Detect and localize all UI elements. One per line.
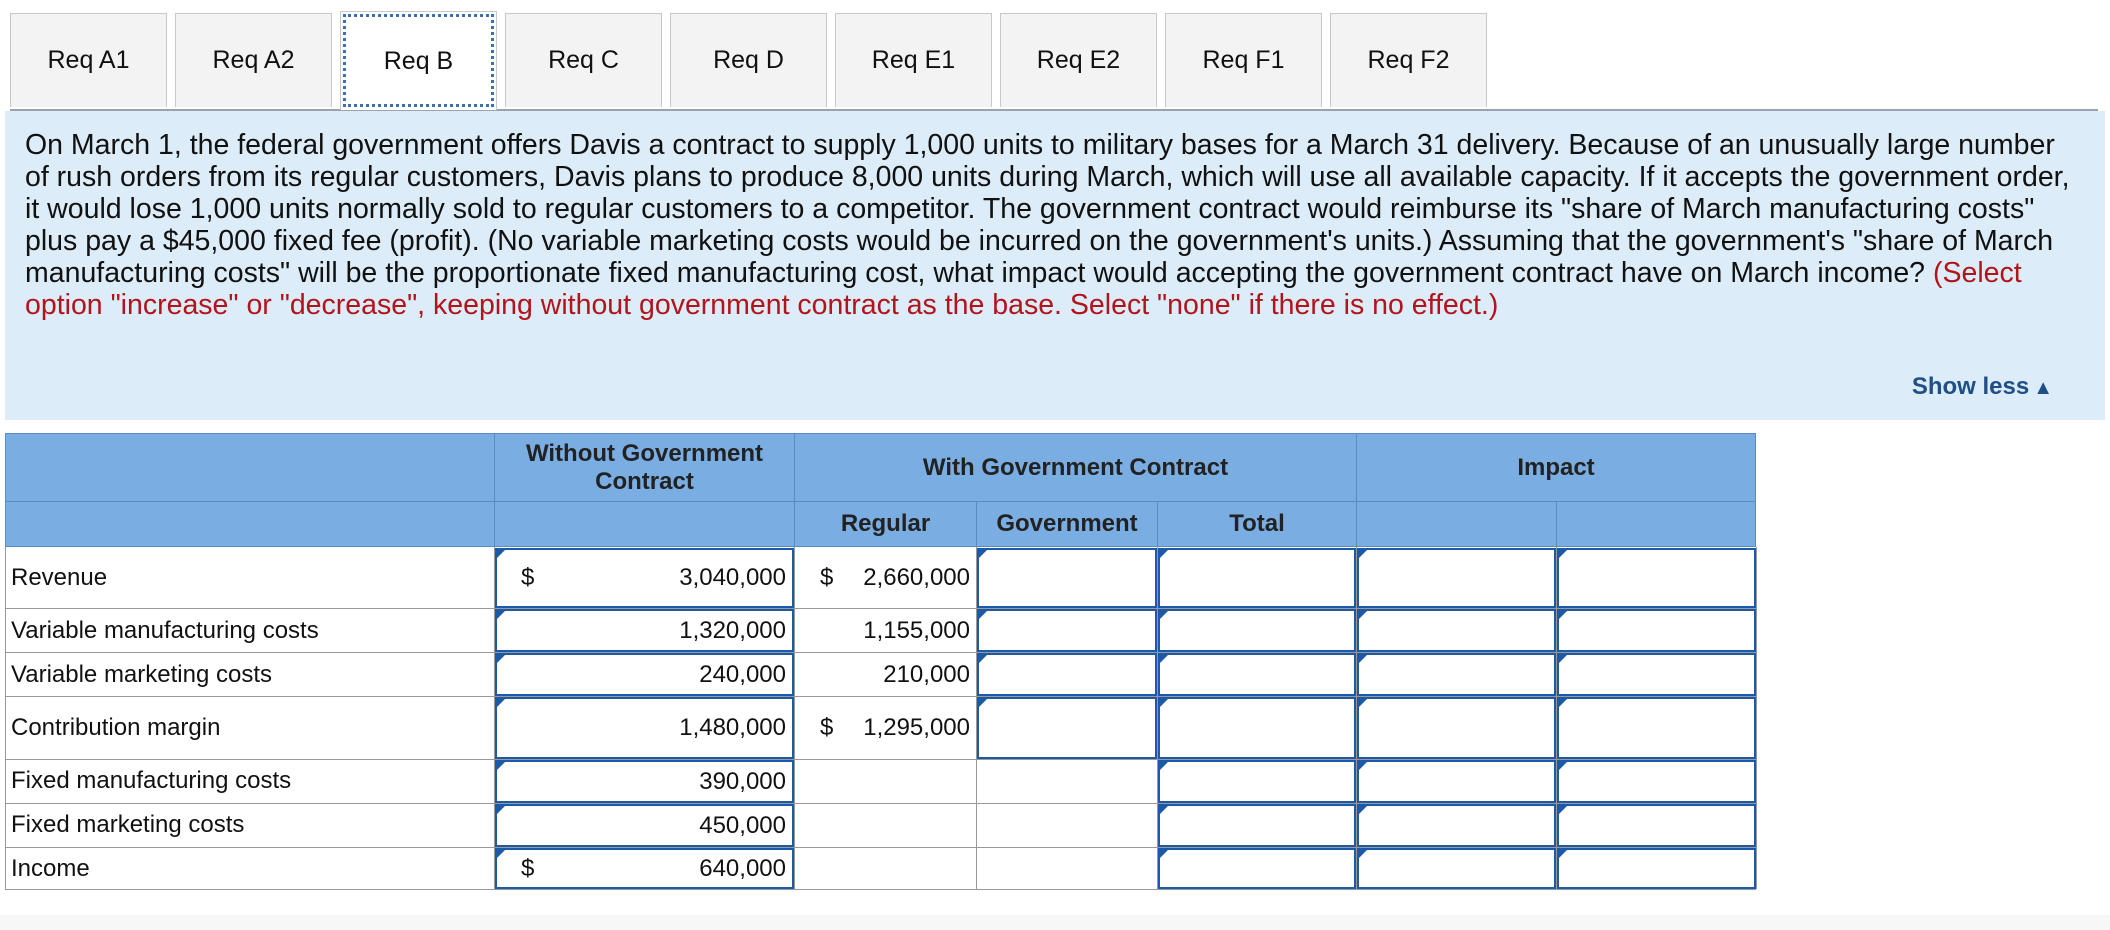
tab-req-a2[interactable]: Req A2 <box>175 13 332 107</box>
row-label-variable-marketing: Variable marketing costs <box>11 661 272 688</box>
impact-variable-marketing-amount-input[interactable] <box>1357 653 1556 696</box>
impact-variable-marketing-direction-select[interactable] <box>1557 653 1756 696</box>
tab-req-f1[interactable]: Req F1 <box>1165 13 1322 107</box>
grid-line <box>5 547 6 889</box>
show-less-label: Show less <box>1911 373 2030 400</box>
question-instruction: (Select option "increase" or "decrease", keeping without government contract as the base. Select "none" if there is no effect.) <box>25 257 2022 321</box>
tab-req-c[interactable]: Req C <box>505 13 662 107</box>
without-variable-marketing-value: 240,000 <box>699 660 786 688</box>
government-contribution-margin-input[interactable] <box>977 697 1157 759</box>
without-variable-marketing-input[interactable] <box>495 653 794 696</box>
grid-line <box>1756 547 1757 889</box>
impact-income-amount-input[interactable] <box>1357 848 1556 889</box>
impact-variable-manufacturing-amount-input[interactable] <box>1357 609 1556 652</box>
bottom-divider <box>0 915 2110 930</box>
total-fixed-marketing-input[interactable] <box>1158 804 1356 847</box>
impact-variable-manufacturing-direction-select[interactable] <box>1557 609 1756 652</box>
row-label-fixed-manufacturing: Fixed manufacturing costs <box>11 767 292 794</box>
row-label-variable-manufacturing: Variable manufacturing costs <box>11 617 319 644</box>
subheader-regular-label: Regular <box>840 510 931 537</box>
subheader-government-label: Government <box>996 510 1138 537</box>
currency-symbol: $ <box>521 855 535 882</box>
without-fixed-manufacturing-input[interactable] <box>495 760 794 803</box>
impact-fixed-manufacturing-amount-input[interactable] <box>1357 760 1556 803</box>
header-impact-label: Impact <box>1517 453 1595 481</box>
row-label-revenue: Revenue <box>11 564 108 591</box>
subheader-without-cell <box>494 501 795 547</box>
row-label-income: Income <box>11 855 90 882</box>
header-with-label: With Government Contract <box>922 453 1229 481</box>
tab-req-e2[interactable]: Req E2 <box>1000 13 1157 107</box>
government-variable-manufacturing-input[interactable] <box>977 609 1157 652</box>
grid-line <box>5 889 1756 890</box>
impact-fixed-marketing-amount-input[interactable] <box>1357 804 1556 847</box>
without-contribution-margin-input[interactable] <box>495 697 794 759</box>
without-income-input[interactable] <box>495 848 794 889</box>
total-income-input[interactable] <box>1158 848 1356 889</box>
row-label-fixed-marketing: Fixed marketing costs <box>11 811 245 838</box>
impact-contribution-margin-amount-input[interactable] <box>1357 697 1556 759</box>
tab-req-f2[interactable]: Req F2 <box>1330 13 1487 107</box>
regular-variable-manufacturing-value: 1,155,000 <box>863 617 970 644</box>
regular-variable-marketing-value: 210,000 <box>883 661 970 688</box>
total-fixed-manufacturing-input[interactable] <box>1158 760 1356 803</box>
header-without-label: Without Government Contract <box>525 439 764 495</box>
regular-contribution-margin-value: 1,295,000 <box>863 714 970 741</box>
government-variable-marketing-input[interactable] <box>977 653 1157 696</box>
impact-fixed-manufacturing-direction-select[interactable] <box>1557 760 1756 803</box>
without-fixed-marketing-value: 450,000 <box>699 811 786 839</box>
impact-fixed-marketing-direction-select[interactable] <box>1557 804 1756 847</box>
total-revenue-input[interactable] <box>1158 548 1356 608</box>
currency-symbol: $ <box>820 714 834 741</box>
without-revenue-value: 3,040,000 <box>679 564 786 591</box>
header-blank-cell <box>5 433 495 502</box>
regular-revenue-value: 2,660,000 <box>863 564 970 591</box>
question-panel <box>5 111 2105 420</box>
total-variable-marketing-input[interactable] <box>1158 653 1356 696</box>
impact-revenue-amount-input[interactable] <box>1357 548 1556 608</box>
subheader-impact-left-cell <box>1356 501 1557 547</box>
requirement-tabs <box>10 0 2098 111</box>
without-variable-manufacturing-input[interactable] <box>495 609 794 652</box>
government-revenue-input[interactable] <box>977 548 1157 608</box>
impact-revenue-direction-select[interactable] <box>1557 548 1756 608</box>
subheader-total-label: Total <box>1229 510 1285 537</box>
impact-contribution-margin-direction-select[interactable] <box>1557 697 1756 759</box>
subheader-blank-cell <box>5 501 495 547</box>
without-revenue-input[interactable] <box>495 548 794 608</box>
without-fixed-manufacturing-value: 390,000 <box>699 767 786 795</box>
without-variable-manufacturing-value: 1,320,000 <box>679 616 786 644</box>
question-body: On March 1, the federal government offers Davis a contract to supply 1,000 units to military bases for a March 31 delivery. Because of an unusually large number of rush orders from its regular customers, Davis plans to produce 8,000 units during March, which will use all available capacity. If it accepts the government order, it would lose 1,000 units normally sold to regular customers to a competitor. The government contract would reimburse its "share of March manufacturing costs" plus pay a $45,000 fixed fee (profit). (No variable marketing costs would be incurred on the government's units.) Assuming that the government's "share of March manufacturing costs" will be the proportionate fixed manufacturing cost, what impact would accepting the government contract have on March income? <box>25 129 2070 289</box>
impact-income-direction-select[interactable] <box>1557 848 1756 889</box>
tab-req-a1[interactable]: Req A1 <box>10 13 167 107</box>
tab-req-b[interactable]: Req B <box>340 11 497 110</box>
row-label-contribution-margin: Contribution margin <box>11 714 221 741</box>
without-fixed-marketing-input[interactable] <box>495 804 794 847</box>
currency-symbol: $ <box>521 564 535 591</box>
tab-req-e1[interactable]: Req E1 <box>835 13 992 107</box>
currency-symbol: $ <box>820 564 834 591</box>
question-text <box>25 129 2085 321</box>
without-income-value: 640,000 <box>699 854 786 882</box>
triangle-up-icon: ▲ <box>2033 377 2053 399</box>
total-variable-manufacturing-input[interactable] <box>1158 609 1356 652</box>
show-less-link[interactable] <box>1912 373 2053 401</box>
subheader-impact-right-cell <box>1556 501 1756 547</box>
without-contribution-margin-value: 1,480,000 <box>679 714 786 741</box>
tab-req-d[interactable]: Req D <box>670 13 827 107</box>
total-contribution-margin-input[interactable] <box>1158 697 1356 759</box>
